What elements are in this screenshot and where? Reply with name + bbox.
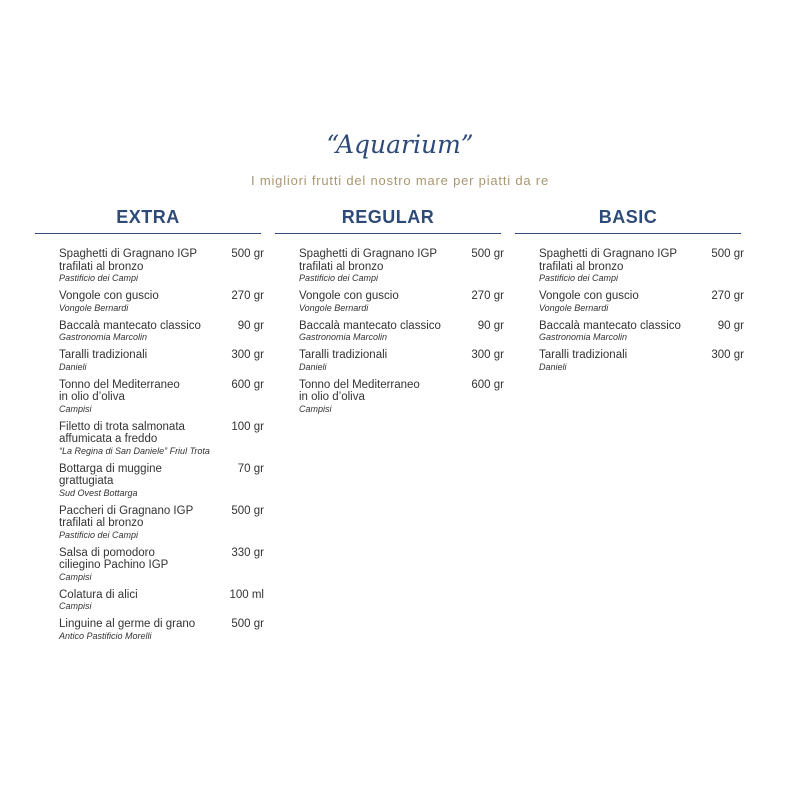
item-quantity: 90 gr — [237, 319, 264, 332]
column-heading: BASIC — [515, 207, 741, 234]
item-producer: Danieli — [539, 361, 567, 372]
page-subtitle: I migliori frutti del nostro mare per piatti da re — [251, 173, 549, 188]
item-text — [59, 349, 219, 373]
list-item — [59, 421, 264, 457]
item-text — [59, 290, 219, 314]
item-producer: Gastronomia Marcolin — [539, 332, 628, 342]
item-quantity: 90 gr — [717, 319, 744, 332]
item-producer: Danieli — [59, 361, 87, 372]
item-text — [539, 248, 699, 284]
item-name: Spaghetti di Gragnano IGP trafilati al bronzo — [59, 248, 198, 273]
item-producer: Campisi — [59, 403, 92, 414]
item-producer: Gastronomia Marcolin — [59, 332, 148, 342]
list-item — [539, 290, 744, 314]
list-item — [59, 505, 264, 541]
item-list — [299, 248, 504, 415]
item-name: Spaghetti di Gragnano IGP trafilati al bronzo — [539, 248, 678, 273]
item-producer: Pastificio dei Campi — [299, 273, 379, 283]
column-extra — [59, 207, 264, 648]
item-quantity: 90 gr — [477, 319, 504, 332]
item-text — [59, 547, 219, 583]
list-item — [299, 379, 504, 415]
item-name: Taralli tradizionali — [59, 349, 148, 361]
item-quantity: 500 gr — [231, 618, 264, 630]
item-text — [59, 421, 219, 457]
item-quantity: 300 gr — [471, 349, 504, 361]
list-item — [59, 618, 264, 642]
list-item — [299, 349, 504, 373]
item-name: Baccalà mantecato classico — [59, 319, 201, 332]
item-text — [59, 320, 219, 344]
item-name: Taralli tradizionali — [539, 349, 628, 361]
item-quantity: 300 gr — [711, 349, 744, 361]
item-text — [59, 463, 219, 499]
item-list — [59, 248, 264, 642]
item-text — [539, 290, 699, 314]
item-quantity: 500 gr — [711, 248, 744, 260]
item-name: Vongole con guscio — [59, 290, 159, 302]
item-quantity: 500 gr — [231, 504, 264, 517]
item-name: Taralli tradizionali — [299, 349, 388, 361]
item-quantity: 270 gr — [711, 290, 744, 302]
list-item — [299, 320, 504, 344]
item-producer: Vongole Bernardi — [59, 302, 129, 313]
item-name: Vongole con guscio — [539, 290, 639, 302]
list-item — [59, 248, 264, 284]
list-item — [59, 589, 264, 613]
list-item — [59, 379, 264, 415]
item-producer: Gastronomia Marcolin — [299, 332, 388, 342]
item-producer: Pastificio dei Campi — [59, 273, 139, 283]
item-quantity: 600 gr — [231, 378, 264, 391]
item-quantity: 300 gr — [231, 349, 264, 361]
item-name: Salsa di pomodoro ciliegino Pachino IGP — [59, 546, 169, 571]
item-name: Vongole con guscio — [299, 290, 399, 302]
item-quantity: 100 ml — [229, 588, 264, 601]
item-name: Baccalà mantecato classico — [539, 319, 681, 332]
list-item — [59, 349, 264, 373]
item-producer: Antico Pastificio Morelli — [59, 630, 152, 641]
column-heading: EXTRA — [35, 207, 261, 234]
item-text — [59, 618, 219, 642]
item-list — [539, 248, 744, 373]
list-item — [539, 320, 744, 344]
item-name: Filetto di trota salmonata affumicata a freddo — [59, 420, 185, 445]
page-title: “Aquarium” — [326, 130, 474, 159]
item-name: Colatura di alici — [59, 588, 138, 601]
list-item — [299, 290, 504, 314]
item-text — [299, 320, 459, 344]
list-item — [59, 290, 264, 314]
item-text — [299, 379, 459, 415]
item-quantity: 100 gr — [231, 420, 264, 433]
column-regular — [299, 207, 504, 421]
item-producer: Sud Ovest Bottarga — [59, 487, 138, 498]
item-quantity: 270 gr — [471, 290, 504, 302]
item-quantity: 270 gr — [231, 290, 264, 302]
item-text — [299, 248, 459, 284]
column-basic — [539, 207, 744, 379]
list-item — [539, 248, 744, 284]
item-producer: Campisi — [299, 403, 332, 414]
list-item — [59, 320, 264, 344]
item-quantity: 500 gr — [471, 248, 504, 260]
item-name: Paccheri di Gragnano IGP trafilati al bronzo — [59, 504, 194, 529]
item-name: Spaghetti di Gragnano IGP trafilati al bronzo — [299, 248, 438, 273]
item-text — [299, 349, 459, 373]
item-producer: Vongole Bernardi — [299, 302, 369, 313]
item-producer: Pastificio dei Campi — [539, 273, 619, 283]
item-producer: Vongole Bernardi — [539, 302, 609, 313]
item-name: Baccalà mantecato classico — [299, 319, 441, 332]
item-producer: “La Regina di San Daniele” Friul Trota — [59, 445, 210, 456]
item-text — [59, 505, 219, 541]
item-producer: Campisi — [59, 601, 92, 611]
item-name: Tonno del Mediterraneo in olio d’oliva — [299, 378, 420, 403]
list-item — [59, 463, 264, 499]
item-quantity: 500 gr — [231, 248, 264, 260]
item-quantity: 70 gr — [237, 462, 264, 475]
item-text — [539, 320, 699, 344]
list-item — [299, 248, 504, 284]
item-text — [59, 589, 219, 613]
list-item — [539, 349, 744, 373]
item-producer: Campisi — [59, 571, 92, 582]
item-quantity: 330 gr — [231, 546, 264, 559]
item-name: Linguine al germe di grano — [59, 618, 196, 630]
item-quantity: 600 gr — [471, 378, 504, 391]
column-heading: REGULAR — [275, 207, 501, 234]
list-item — [59, 547, 264, 583]
item-name: Tonno del Mediterraneo in olio d’oliva — [59, 378, 180, 403]
item-producer: Pastificio dei Campi — [59, 529, 139, 540]
item-text — [59, 248, 219, 284]
item-producer: Danieli — [299, 361, 327, 372]
item-text — [59, 379, 219, 415]
item-name: Bottarga di muggine grattugiata — [59, 462, 162, 487]
item-text — [539, 349, 699, 373]
item-text — [299, 290, 459, 314]
